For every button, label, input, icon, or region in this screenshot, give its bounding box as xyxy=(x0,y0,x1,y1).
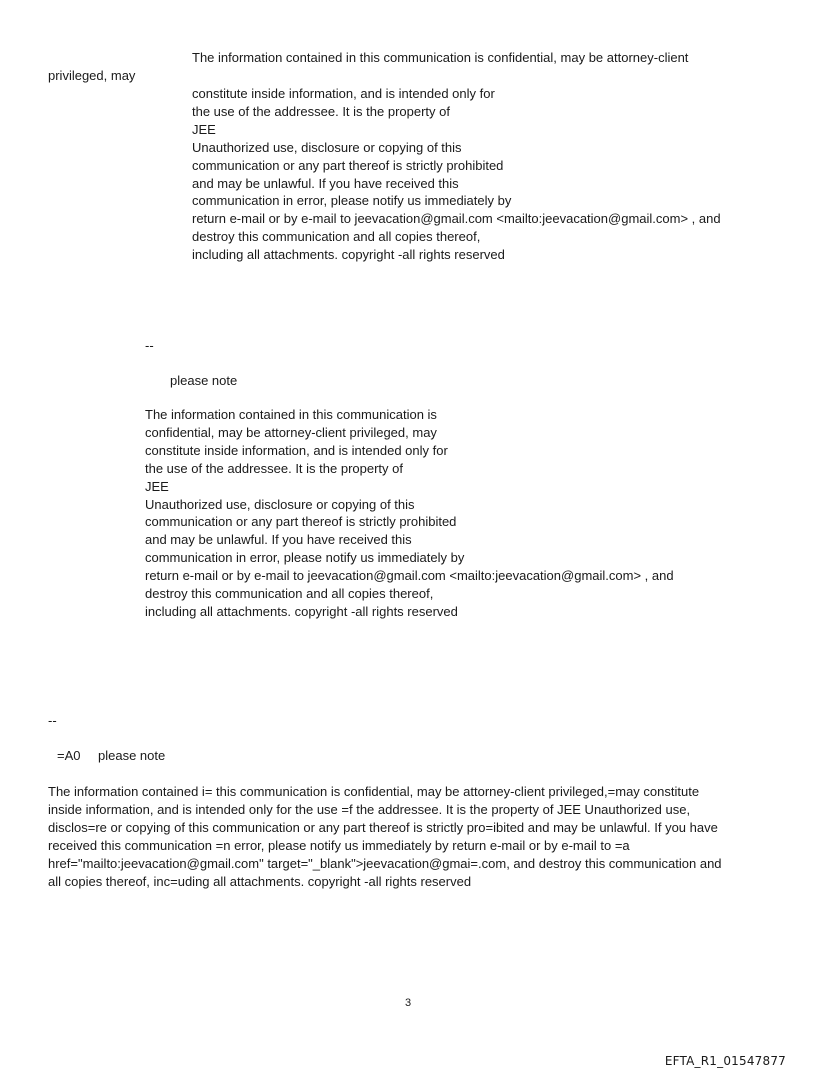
block1-body xyxy=(192,85,721,264)
block2-line: return e-mail or by e-mail to jeevacation@gmail.com <mailto:jeevacation@gmail.com> , and xyxy=(145,568,674,584)
block3-prefix: =A0 xyxy=(57,748,81,763)
block2-line: constitute inside information, and is intended only for xyxy=(145,442,448,458)
block1-line: return e-mail or by e-mail to jeevacation@gmail.com <mailto:jeevacation@gmail.com> , and xyxy=(192,211,721,227)
block1-wrap-line: privileged, may xyxy=(48,68,136,83)
block1-line: communication or any part thereof is strictly prohibited xyxy=(192,157,504,173)
page-number: 3 xyxy=(404,997,412,1009)
separator-2: -- xyxy=(48,713,57,728)
block3-line: href="mailto:jeevacation@gmail.com" target="_blank">jeevacation@gmai=.com, and destroy this communication and xyxy=(48,856,722,871)
block2-line: and may be unlawful. If you have received this xyxy=(145,532,412,548)
block2-line: the use of the addressee. It is the property of xyxy=(145,460,403,476)
separator-1: -- xyxy=(145,338,154,353)
block3-heading: please note xyxy=(98,748,166,763)
block3-line: disclos=re or copying of this communication or any part thereof is strictly pro=ibited and may be unlawful. If you have xyxy=(48,820,718,835)
block1-first-line: The information contained in this communication is confidential, may be attorney-client xyxy=(192,50,689,65)
block3-line: received this communication =n error, please notify us immediately by return e-mail or by e-mail to =a xyxy=(48,838,630,853)
block1-line: including all attachments. copyright -all rights reserved xyxy=(192,247,505,263)
block3-body xyxy=(48,783,778,891)
block2-line: destroy this communication and all copies thereof, xyxy=(145,586,434,602)
block1-line: Unauthorized use, disclosure or copying of this xyxy=(192,139,462,155)
block1-line: destroy this communication and all copies thereof, xyxy=(192,229,481,245)
block2-heading: please note xyxy=(170,373,238,388)
block2-line: communication or any part thereof is strictly prohibited xyxy=(145,514,457,530)
block3-line: all copies thereof, inc=uding all attachments. copyright -all rights reserved xyxy=(48,874,472,889)
block1-line: communication in error, please notify us immediately by xyxy=(192,193,512,209)
block1-line: JEE xyxy=(192,121,216,137)
block2-body xyxy=(145,406,674,621)
block2-line: The information contained in this communication is xyxy=(145,407,437,422)
block3-line: The information contained i= this communication is confidential, may be attorney-client privileged,=may constitute xyxy=(48,784,700,799)
block1-line: constitute inside information, and is intended only for xyxy=(192,86,495,101)
block2-line: including all attachments. copyright -all rights reserved xyxy=(145,603,458,619)
block2-line: JEE xyxy=(145,478,169,494)
block2-line: Unauthorized use, disclosure or copying of this xyxy=(145,496,415,512)
bates-number: EFTA_R1_01547877 xyxy=(664,1054,786,1068)
block1-line: the use of the addressee. It is the property of xyxy=(192,103,450,119)
block3-line: inside information, and is intended only for the use =f the addressee. It is the property of JEE Unauthorized use, xyxy=(48,802,691,817)
block1-line: and may be unlawful. If you have received this xyxy=(192,175,459,191)
block2-line: confidential, may be attorney-client privileged, may xyxy=(145,424,437,440)
block2-line: communication in error, please notify us immediately by xyxy=(145,550,465,566)
